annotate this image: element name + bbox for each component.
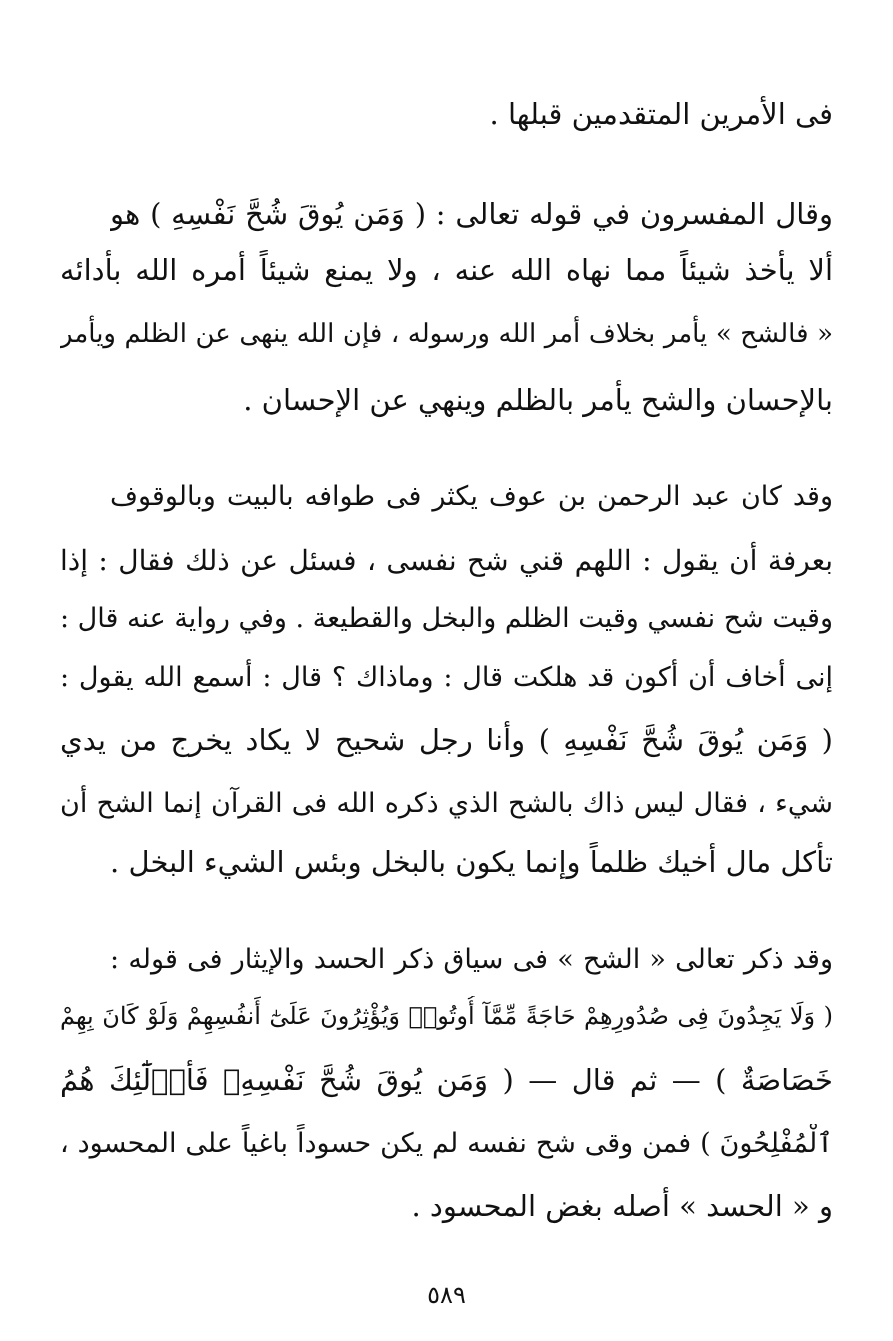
text-line: تأكل مال أخيك ظلماً وإنما يكون بالبخل وبئس الشيء البخل .: [110, 845, 833, 879]
text-line: بالإحسان والشح يأمر بالظلم وينهي عن الإحسان .: [243, 383, 833, 417]
text-line: شيء ، فقال ليس ذاك بالشح الذي ذكره الله فى القرآن إنما الشح أن: [60, 788, 833, 819]
text-line: ( وَمَن يُوقَ شُحَّ نَفْسِهِ ) وأنا رجل شحيح لا يكاد يخرج من يدي: [60, 723, 833, 757]
page-number: ٥٨٩: [427, 1281, 466, 1309]
text-line: وقال المفسرون في قوله تعالى : ( وَمَن يُوقَ شُحَّ نَفْسِهِ ) هو: [110, 197, 833, 231]
text-line: و « الحسد » أصله بغض المحسود .: [411, 1189, 833, 1223]
text-line: وقد كان عبد الرحمن بن عوف يكثر فى طوافه بالبيت وبالوقوف: [110, 481, 833, 512]
text-line: وقد ذكر تعالى « الشح » فى سياق ذكر الحسد والإيثار فى قوله :: [110, 944, 833, 975]
text-line: « فالشح » يأمر بخلاف أمر الله ورسوله ، فإن الله ينهى عن الظلم ويأمر: [60, 319, 833, 349]
text-line: فى الأمرين المتقدمين قبلها .: [489, 97, 833, 131]
text-line: بعرفة أن يقول : اللهم قني شح نفسى ، فسئل عن ذلك فقال : إذا: [60, 544, 833, 577]
text-line: وقيت شح نفسي وقيت الظلم والبخل والقطيعة . وفي رواية عنه قال :: [60, 603, 833, 634]
quran-verse-line: خَصَاصَةٌ ) — ثم قال — ( وَمَن يُوقَ شُحَّ نَفْسِهِۦ فَأُو۟لَٰٓئِكَ هُمُ: [60, 1063, 833, 1097]
quran-verse-line: ( وَلَا يَجِدُونَ فِى صُدُورِهِمْ حَاجَةً مِّمَّآ أُوتُوا۟ وَيُؤْثِرُونَ عَلَىٰٓ أَنفُسِهِمْ وَلَوْ كَانَ بِهِمْ: [60, 1002, 833, 1030]
text-line: إنى أخاف أن أكون قد هلكت قال : وماذاك ؟ قال : أسمع الله يقول :: [60, 662, 833, 693]
text-line: ألا يأخذ شيئاً مما نهاه الله عنه ، ولا يمنع شيئاً أمره الله بأدائه: [60, 253, 833, 287]
text-line: ٱلْمُفْلِحُونَ ) فمن وقى شح نفسه لم يكن حسوداً باغياً على المحسود ،: [60, 1128, 833, 1159]
